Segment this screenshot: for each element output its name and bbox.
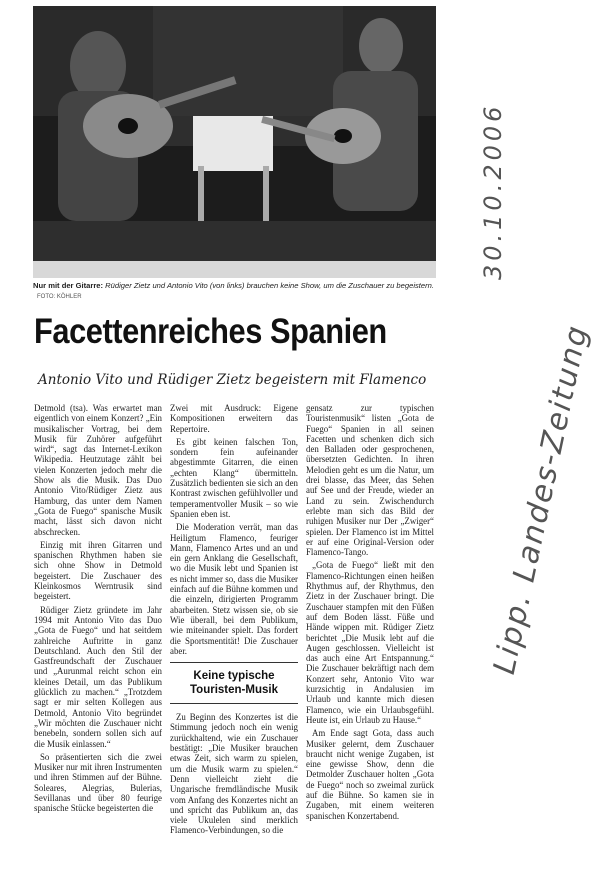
column-2 [170, 403, 298, 839]
caption-lead: Nur mit der Gitarre: [33, 281, 104, 290]
handwritten-date: 30.10.2006 [479, 102, 507, 280]
photo-caption [33, 281, 438, 302]
concert-photo [33, 6, 436, 278]
paragraph: So präsentierten sich die zwei Musiker nur mit ihren Instrumenten und ihren Stimmen auf der Bühne. Soleares, Alegrias, Bulerias, Sevillanas und über 80 feurige spanische Stücke begeisterten die [34, 751, 162, 814]
paragraph: „Gota de Fuego“ ließt mit den Flamenco-Richtungen einen heißen Rhythmus auf, der Rhythmus, den Zietz in der Zuschauer bringt. Die Zuschauer stampfen mit den Füßen auf dem Boden lässt. Füße und Hände wippen mit. Rüdiger Zietz berichtet „Die Musik lebt auf die Augen geschlossen. Vielleicht ist das auch eine Art Entspannung.“ Die Zuschauer bekräftigt nach dem Konzert sehr, Antonio Vito war kurzsichtig in Andalusien im Urlaub und kannte mich diesen Flamenco, wie ein Urlaubsgefühl. Heute ist, ein Urlaub zu Hause.“ [306, 560, 434, 725]
column-3 [306, 403, 434, 824]
article-subheadline: Antonio Vito und Rüdiger Zietz begeistern mit Flamenco [38, 372, 427, 388]
intertitle: Keine typische Touristen-Musik [170, 662, 298, 704]
photo-two-guitarists-icon [33, 6, 436, 278]
article-headline: Facettenreiches Spanien [34, 312, 387, 351]
column-1 [34, 403, 162, 817]
paragraph: gensatz zur typischen Touristenmusik“ listen „Gota de Fuego“ Spanien in all seinen Facetten und schenken dich sich den Balladen oder gesprochenen, übersetzten Gedichten. In ihren Melodien geht es um die Natur, um drei blasse, das Meer, das Sehen auf See und der Freude, wieder an Land zu sein. Zwischendurch erlebte man sich das Bild der ruhigen Musiker nur Der „Zwiger“ spielen. Der Flamenco ist im Mittel er auf eine Original-Version oder Flamenco-Tango. [306, 403, 434, 558]
paragraph: Rüdiger Zietz gründete im Jahr 1994 mit Antonio Vito das Duo „Gota de Fuego“ und hat seitdem zahlreiche Auftritte in ganz Deutschland. Auch den Stil der Gastfreundschaft der Zuschauer und „Aurunmal reicht schon ein kleines Detail, um das Publikum glücklich zu machen.“ „Trotzdem sagt er mir selten Kollegen aus Detmold, Antonio Vito begründet „Wir möchten die Zuschauer nicht benebeln, sondern sollen sich auf die Musik einlassen.“ [34, 604, 162, 749]
paragraph: Detmold (tsa). Was erwartet man eigentlich von einem Konzert? „Ein musikalischer Vortrag, bei dem Musik für Zuhörer aufgeführt wird“, sagt das Internet-Lexikon Wikipedia. Heutzutage zählt bei vielen Konzerten jedoch mehr die Show als die Musik. Das Duo Antonio Vito/Rüdiger Zietz aus Hamburg, das unter dem Namen „Gota de Fuego“ spanische Musik macht, lässt sich davon nicht abschrecken. [34, 403, 162, 537]
article-body [34, 403, 436, 863]
paragraph: Die Moderation verrät, man das Heiligtum Flamenco, feuriger Mann, Flamenco Artes und an und ein gern Anklang die Gesellschaft, wo die Musik lebt und Spanien ist es nicht immer so, dass die Musiker einfach auf die Bühne kommen und die einzeln, dirigierten Programm abarbeiten. Stetz wissen sie, ob sie Wie überall, bei dem Publikum, wie miteinander spielt. Das fordert die Sportsmentität! Die Zuschauer aber. [170, 522, 298, 656]
paragraph: Zu Beginn des Konzertes ist die Stimmung jedoch noch ein wenig zurückhaltend, wie ein Zuschauer bestätigt: „Die Musiker brauchen etwas Zeit, sich warm zu spielen, um die Musik warm zu spielen.“ Denn vielleicht zieht die Ungarische fremdländische Musik vom Anfang des Konzertes nicht an und spricht das Publikum an, das viele Ukulelen sind merklich Flamenco-Verbindungen, so die [170, 712, 298, 836]
caption-text: Rüdiger Zietz und Antonio Vito (von links) brauchen keine Show, um die Zuschauer zu begeistern. [105, 281, 434, 290]
handwritten-publication: Lipp. Landes-Zeitung [487, 321, 595, 678]
paragraph: Einzig mit ihren Gitarren und spanischen Rhythmen haben sie sich ohne Show in Detmold begeistert. Die Zuschauer des Kleinkosmos Werntrusik sind begeistert. [34, 539, 162, 602]
photo-credit: FOTO: KÖHLER [37, 294, 82, 300]
paragraph: Am Ende sagt Gota, dass auch Musiker gelernt, dem Zuschauer braucht nicht wenige Zugaben, ist eine gewisse Show, denn die Detmolder Zuschauer holten „Gota de Fuego“ noch so zweimal zurück auf die Bühne. So kamen sie in Zugaben, mit einem weiteren spanischen Konzertabend. [306, 728, 434, 821]
paragraph: Zwei mit Ausdruck: Eigene Kompositionen erweitern das Repertoire. [170, 403, 298, 434]
paragraph: Es gibt keinen falschen Ton, sondern fein aufeinander abgestimmte Gitarren, die einen „echten Klang“ übermitteln. Zusätzlich bedienten sie sich an den Kontrast zwischen gefühlvoller und temperamentvoller Musik – so wie Spanien eben ist. [170, 436, 298, 519]
